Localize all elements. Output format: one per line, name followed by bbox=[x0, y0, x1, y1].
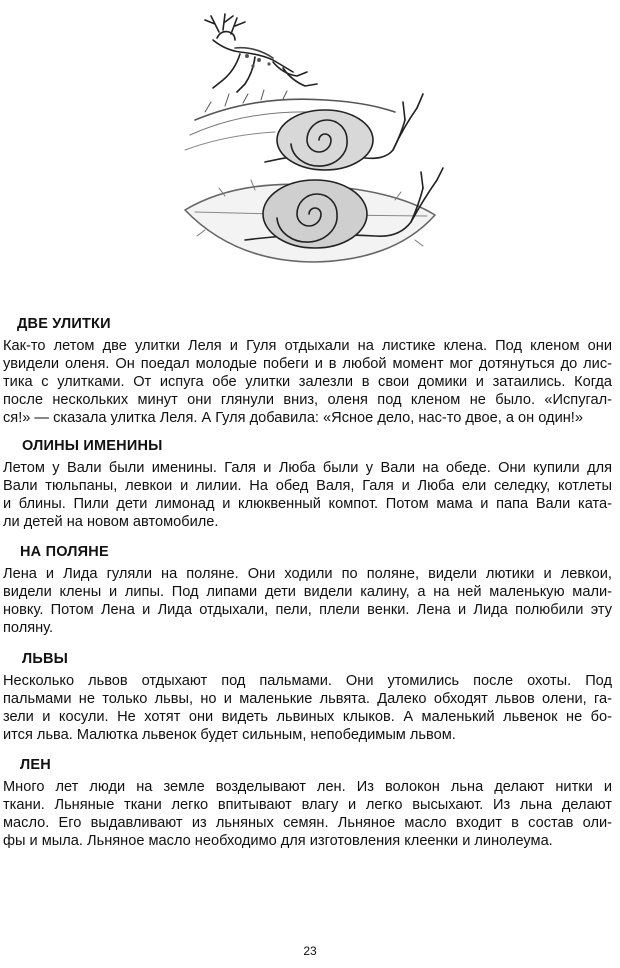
text-line: масло. Его выдавливают из льняных семян. Льняное масло входит в состав оли- bbox=[3, 815, 612, 831]
text-line: Несколько львов отдыхают под пальмами. Они утомились после охоты. Под bbox=[3, 673, 612, 689]
deer-drawing bbox=[205, 14, 317, 92]
story-title: ДВЕ УЛИТКИ bbox=[17, 316, 111, 332]
text-line: ся!» — сказала улитка Леля. А Гуля добавила: «Ясное дело, нас-то двое, а он один!» bbox=[3, 410, 583, 426]
story-flax bbox=[0, 756, 620, 850]
story-text bbox=[0, 672, 620, 744]
text-line: фы и мыла. Льняное масло необходимо для изготовления клеенки и линолеума. bbox=[3, 833, 553, 849]
text-line: Как-то летом две улитки Леля и Гуля отдыхали на листике клена. Под кленом они bbox=[3, 338, 612, 354]
story-olya-name-day bbox=[0, 437, 620, 531]
text-line: после нескольких минут они глянули вниз, оленя под кленом не было. «Испугал- bbox=[3, 392, 612, 408]
text-line: ится льва. Малютка львенок будет сильным, непобедимым львом. bbox=[3, 727, 456, 743]
text-line: зели и косули. Не хотят они видеть львиных клыков. А маленький львенок не бо- bbox=[3, 709, 612, 725]
text-line: Вали тюльпаны, левкои и лилии. На обед Валя, Галя и Люба ели селедку, котлеты bbox=[3, 478, 612, 494]
story-two-snails bbox=[0, 315, 620, 427]
text-line: Лена и Лида гуляли на поляне. Они ходили по поляне, видели лютики и левкои, bbox=[3, 566, 612, 582]
text-line: и блины. Пили дети лимонад и клюквенный компот. Потом мама и папа Вали ката- bbox=[3, 496, 612, 512]
text-line: ли детей на новом автомобиле. bbox=[3, 514, 219, 530]
text-line: видели клены и липы. Под липами дети видели калину, а на ней маленькую мали- bbox=[3, 584, 612, 600]
text-line: Летом у Вали были именины. Галя и Люба были у Вали на обеде. Они купили для bbox=[3, 460, 612, 476]
story-lions bbox=[0, 650, 620, 744]
page-number: 23 bbox=[303, 944, 317, 958]
story-in-the-meadow bbox=[0, 543, 620, 637]
text-line: новку. Потом Лена и Лида отдыхали, пели, плели венки. Лена и Лида полюбили эту bbox=[3, 602, 612, 618]
snails-and-deer-illustration bbox=[165, 0, 455, 290]
text-line: пальмами не только львы, но и маленькие львята. Далеко обходят львов олени, га- bbox=[3, 691, 612, 707]
text-line: Много лет люди на земле возделывают лен. Из волокон льна делают нитки и bbox=[3, 779, 612, 795]
story-text bbox=[0, 778, 620, 850]
story-title: ОЛИНЫ ИМЕНИНЫ bbox=[22, 438, 163, 454]
upper-snail-drawing bbox=[265, 94, 423, 170]
story-title: ЛЕН bbox=[20, 757, 51, 773]
text-line: тика с улитками. От испуга обе улитки залезли в свои домики и затаились. Когда bbox=[3, 374, 612, 390]
story-title: ЛЬВЫ bbox=[22, 651, 69, 667]
story-text bbox=[0, 565, 620, 637]
story-text bbox=[0, 459, 620, 531]
story-title: НА ПОЛЯНЕ bbox=[20, 544, 109, 560]
story-text bbox=[0, 337, 620, 427]
text-line: ткани. Льняные ткани легко впитывают влагу и легко высыхают. Из льна делают bbox=[3, 797, 612, 813]
text-line: поляну. bbox=[3, 620, 54, 636]
text-line: увидели оленя. Он поедал молодые побеги и в любой момент мог дотянуться до лис- bbox=[3, 356, 612, 372]
